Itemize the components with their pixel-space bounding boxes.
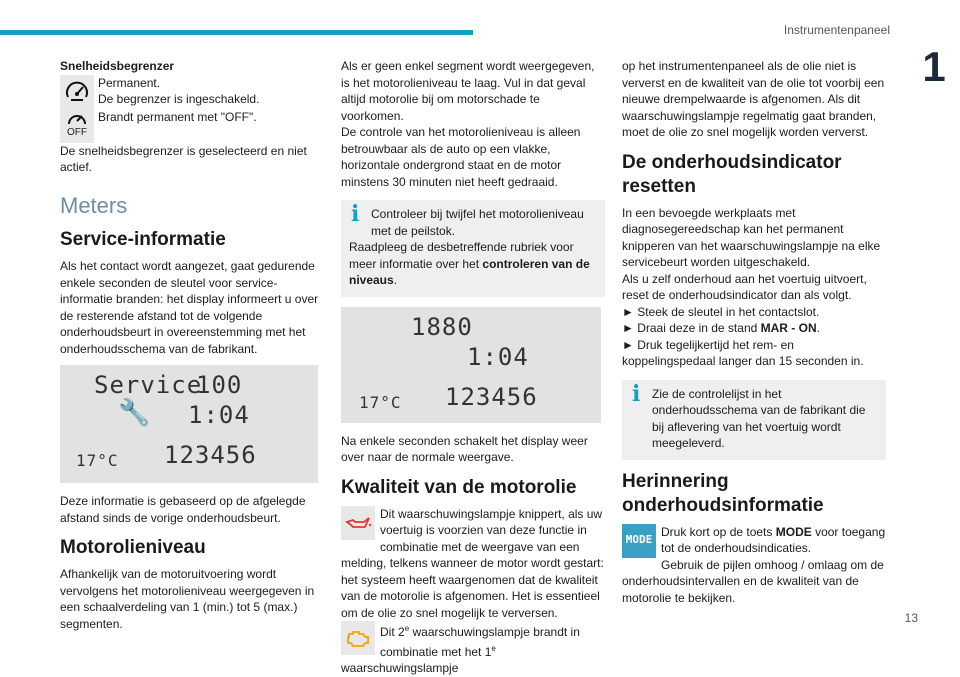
service-word: Service: [94, 371, 203, 399]
oil-level-heading: Motorolieniveau: [60, 537, 206, 558]
service-temp: 17°C: [76, 451, 119, 470]
reset-step-2: ► Draai deze in de stand MAR - ON.: [622, 321, 820, 335]
engine-warning-icon: [341, 621, 375, 655]
chapter-number: 1: [908, 44, 960, 90]
second-lamp-text: Dit 2e waarschuwingslampje brandt in combinatie met het 1e waarschuwingslampje: [341, 624, 580, 675]
meters-heading: Meters: [60, 192, 128, 218]
info-icon: i: [351, 201, 360, 227]
off-text: De snelheidsbegrenzer is geselecteerd en niet actief.: [60, 143, 307, 174]
oil-display-temp: 17°C: [359, 392, 402, 412]
limiter-off-row: [60, 109, 324, 143]
column-1: [60, 58, 324, 632]
header-accent-bar: [0, 30, 473, 35]
checklist-info-text: Zie de controlelijst in het onderhoudsschema van de fabrikant die bij aflevering van het voertuig wordt meegeleverd.: [652, 386, 866, 450]
speed-limiter-icon: [60, 75, 94, 109]
oil-quality-heading: Kwaliteit van de motorolie: [341, 476, 577, 498]
reset-step-1: ► Steek de sleutel in het contactslot.: [622, 304, 820, 319]
speed-limiter-off-icon: [60, 109, 94, 143]
column-2: [341, 58, 605, 677]
info-icon: i: [632, 380, 641, 407]
info-box-dipstick: [341, 200, 605, 297]
check-text: De controle van het motorolieniveau is alleen betrouwbaar als de auto op een vlakke, horizontale ondergrond staat en de motor minstens 30 minuten niet heeft gedraaid.: [341, 125, 581, 189]
limiter-permanent-row: [60, 75, 324, 109]
section-title: Instrumentenpaneel: [783, 23, 890, 37]
oil-display-time: 1:04: [467, 342, 529, 371]
column-3: [622, 58, 886, 606]
reset-text-2: Als u zelf onderhoud aan het voertuig uitvoert, reset de onderhoudsindicator dan als volgt.: [622, 271, 867, 302]
info-line2: Raadpleeg de desbetreffende rubriek voor meer informatie over het controleren van de niveaus.: [349, 240, 590, 287]
oil-display-odometer: 123456: [445, 382, 538, 411]
oil-level-display-image: [341, 307, 601, 423]
mode-button-icon: MODE: [622, 524, 656, 558]
reset-text-1: In een bevoegde werkplaats met diagnosegereedschap kan het permanent knipperen van het waarschuwingslampje na elke servicebeurt worden uitgeschakeld.: [622, 205, 881, 269]
reminder-text-2: Gebruik de pijlen omhoog / omlaag om de onderhoudsintervallen en de kwaliteit van de motorolie te bekijken.: [622, 557, 884, 605]
no-segment-text: Als er geen enkel segment wordt weergegeven, is het motorolieniveau te laag. Vul in dat geval altijd motorolie bij om motorschade te voorkomen.: [341, 59, 595, 123]
oil-quality-text: Dit waarschuwingslampje knippert, als uw voertuig is voorzien van deze functie in combinatie met de weergave van een melding, telkens wanneer de motor wordt gestart: het systeem heeft waargenomen dat de kwaliteit van de motorolie is afgenomen. Het is essentieel om de olie zo snel mogelijk te verversen.: [341, 506, 604, 620]
reset-heading: De onderhoudsindicator resetten: [622, 151, 842, 197]
info-box-checklist: [622, 380, 886, 460]
off-label: OFF: [67, 127, 87, 138]
off-title: Brandt permanent met "OFF".: [98, 109, 257, 124]
speed-limiter-heading: Snelheidsbegrenzer: [60, 59, 175, 73]
service-heading: Service-informatie: [60, 229, 226, 250]
wrench-icon: 🔧: [118, 398, 152, 428]
second-lamp-block: [341, 621, 605, 677]
service-after-text: Deze informatie is gebaseerd op de afgelegde afstand sinds de vorige onderhoudsbeurt.: [60, 494, 306, 525]
reminder-block: [622, 524, 886, 557]
permanent-title: Permanent.: [98, 75, 161, 90]
service-distance: 100: [196, 371, 243, 399]
service-text: Als het contact wordt aangezet, gaat gedurende enkele seconden de sleutel voor service-informatie branden: het display informeert u over de resterende afstand tot de volgende onderhoudsbeurt in overeenstemming met het onderhoudsschema van de fabrikant.: [60, 259, 319, 356]
page-number: 13: [904, 611, 918, 625]
continue-text: op het instrumentenpaneel als de olie niet is ververst en de kwaliteit van de olie tot voorbij een nieuwe drempelwaarde is afgenomen. Als dit waarschuwingslampje regelmatig gaat branden, moet de olie zo snel mogelijk worden ververst.: [622, 59, 885, 139]
permanent-text: De begrenzer is ingeschakeld.: [98, 92, 260, 106]
oil-can-warning-icon: [341, 506, 375, 540]
reminder-heading: Herinnering onderhoudsinformatie: [622, 470, 824, 516]
reminder-text-1: Druk kort op de toets MODE voor toegang tot de onderhoudsindicaties.: [661, 524, 886, 555]
after-display-text: Na enkele seconden schakelt het display weer over naar de normale weergave.: [341, 433, 588, 464]
reset-step-3: ► Druk tegelijkertijd het rem- en koppelingspedaal langer dan 15 seconden in.: [622, 337, 864, 368]
oil-quality-block: [341, 506, 605, 622]
service-time: 1:04: [188, 401, 250, 429]
service-odometer: 123456: [164, 441, 257, 469]
info-line1: Controleer bij twijfel het motorolieniveau met de peilstok.: [371, 207, 584, 238]
service-display-image: [60, 365, 318, 483]
oil-level-text: Afhankelijk van de motoruitvoering wordt vervolgens het motorolieniveau weergegeven in een schaalverdeling van 1 (min.) tot 5 (max.) segmenten.: [60, 567, 315, 631]
oil-display-top: 1880: [411, 312, 473, 341]
